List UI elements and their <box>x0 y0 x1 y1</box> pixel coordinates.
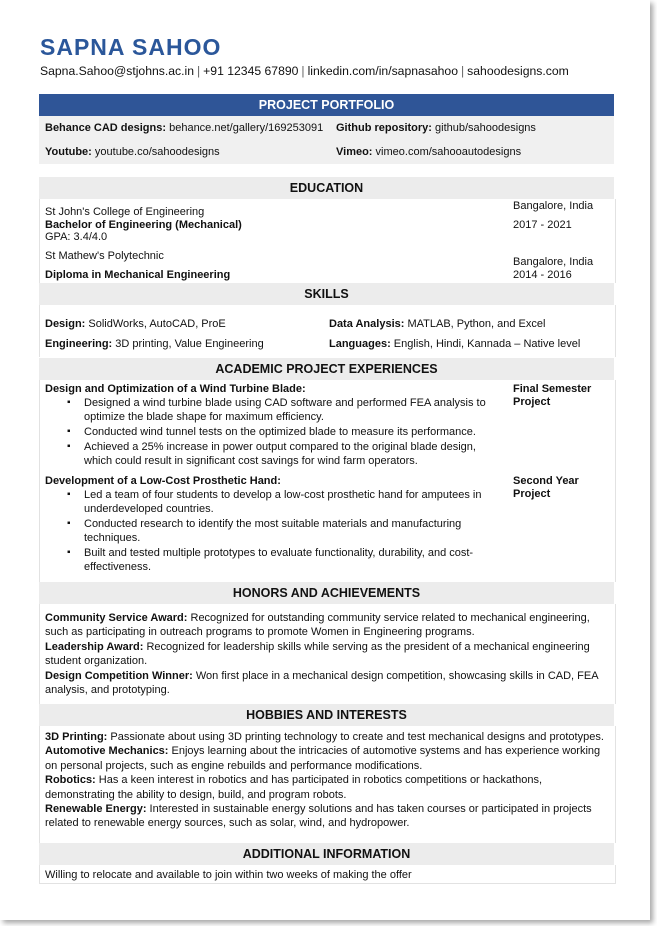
list-item: ▪ Built and tested multiple prototypes to evaluate functionality, durability, and cost-effectiveness. <box>64 546 484 574</box>
skill-design: Design: SolidWorks, AutoCAD, ProE <box>45 318 226 330</box>
project-title: Development of a Low-Cost Prosthetic Hand: <box>45 475 281 487</box>
vimeo-entry: Vimeo: vimeo.com/sahooautodesigns <box>336 146 522 158</box>
section-heading-additional: ADDITIONAL INFORMATION <box>39 843 614 865</box>
project-timing: Final Semester Project <box>513 383 592 408</box>
section-heading-portfolio: PROJECT PORTFOLIO <box>39 94 614 116</box>
list-item: Renewable Energy: Interested in sustainable energy solutions and has taken courses or participated in projects related to renewable energy sources, such as solar, wind, and hydropower. <box>45 803 592 830</box>
list-item: ▪ Led a team of four students to develop a low-cost prosthetic hand for amputees in underdeveloped countries. <box>64 488 484 516</box>
email-link[interactable]: Sapna.Sahoo@stjohns.ac.in <box>40 64 194 78</box>
list-item: ▪ Designed a wind turbine blade using CAD software and performed FEA analysis to optimize the blade shape for maximum efficiency. <box>64 396 504 424</box>
behance-link[interactable]: behance.net/gallery/169253091 <box>169 122 324 134</box>
list-item: Community Service Award: Recognized for outstanding community service related to mechanical engineering, such as participating in outreach programs to promote Women in Engineering programs. <box>45 612 590 639</box>
edu-location: Bangalore, India <box>513 256 594 268</box>
edu-dates: 2017 - 2021 <box>513 219 572 231</box>
contact-line: Sapna.Sahoo@stjohns.ac.in | +91 12345 67890 | linkedin.com/in/sapnasahoo | sahoodesigns.com <box>40 64 569 78</box>
section-heading-honors: HONORS AND ACHIEVEMENTS <box>39 582 614 604</box>
project-title: Design and Optimization of a Wind Turbine Blade: <box>45 383 306 395</box>
skill-engineering: Engineering: 3D printing, Value Engineering <box>45 338 264 350</box>
list-item: ▪ Conducted research to identify the most suitable materials and manufacturing techniques. <box>64 517 484 545</box>
website-link[interactable]: sahoodesigns.com <box>467 64 569 78</box>
github-link[interactable]: github/sahoodesigns <box>435 122 536 134</box>
github-entry: Github repository: github/sahoodesigns <box>336 122 536 134</box>
youtube-entry: Youtube: youtube.co/sahoodesigns <box>45 146 220 158</box>
edu-dates: 2014 - 2016 <box>513 269 572 281</box>
linkedin-link[interactable]: linkedin.com/in/sapnasahoo <box>307 64 458 78</box>
list-item: ▪ Achieved a 25% increase in power output compared to the original blade design, which could result in significant cost savings for wind farm operators. <box>64 440 504 468</box>
skill-data-analysis: Data Analysis: MATLAB, Python, and Excel <box>329 318 546 330</box>
edu-school: St John's College of Engineering <box>45 206 205 218</box>
behance-entry: Behance CAD designs: behance.net/gallery/169253091 <box>45 122 324 134</box>
hobbies-list <box>45 730 613 831</box>
list-item: Robotics: Has a keen interest in robotics and has participated in robotics competitions or hackathons, demonstrating the ability to design, build, and program robots. <box>45 774 543 801</box>
phone-number: +91 12345 67890 <box>203 64 299 78</box>
edu-location: Bangalore, India <box>513 200 594 212</box>
section-heading-skills: SKILLS <box>39 283 614 305</box>
section-heading-education: EDUCATION <box>39 177 614 199</box>
skill-languages: Languages: English, Hindi, Kannada – Native level <box>329 338 581 350</box>
youtube-link[interactable]: youtube.co/sahoodesigns <box>94 146 220 158</box>
edu-degree: Bachelor of Engineering (Mechanical) <box>45 219 242 231</box>
list-item: Leadership Award: Recognized for leadership skills while serving as the president of a mechanical engineering student organization. <box>45 640 590 668</box>
edu-degree: Diploma in Mechanical Engineering <box>45 269 231 281</box>
project-bullets <box>64 396 504 469</box>
edu-school: St Mathew's Polytechnic <box>45 250 164 262</box>
edu-gpa: GPA: 3.4/4.0 <box>45 231 108 243</box>
candidate-name: SAPNA SAHOO <box>40 34 222 60</box>
list-item: 3D Printing: Passionate about using 3D printing technology to create and test mechanical designs and prototypes. <box>45 731 604 743</box>
project-bullets <box>64 488 484 575</box>
list-item: Automotive Mechanics: Enjoys learning about the intricacies of automotive systems and has experience working on personal projects, such as engine rebuilds and performance modifications. <box>45 745 601 772</box>
section-heading-projects: ACADEMIC PROJECT EXPERIENCES <box>39 358 614 380</box>
section-heading-hobbies: HOBBIES AND INTERESTS <box>39 704 614 726</box>
project-timing: Second Year Project <box>513 475 579 500</box>
vimeo-link[interactable]: vimeo.com/sahooautodesigns <box>375 146 522 158</box>
honors-list <box>45 611 613 697</box>
additional-text: Willing to relocate and available to join within two weeks of making the offer <box>45 869 412 881</box>
list-item: ▪ Conducted wind tunnel tests on the optimized blade to measure its performance. <box>64 425 504 439</box>
list-item: Design Competition Winner: Won first place in a mechanical design competition, showcasing skills in CAD, FEA analysis, and prototyping. <box>45 669 598 697</box>
